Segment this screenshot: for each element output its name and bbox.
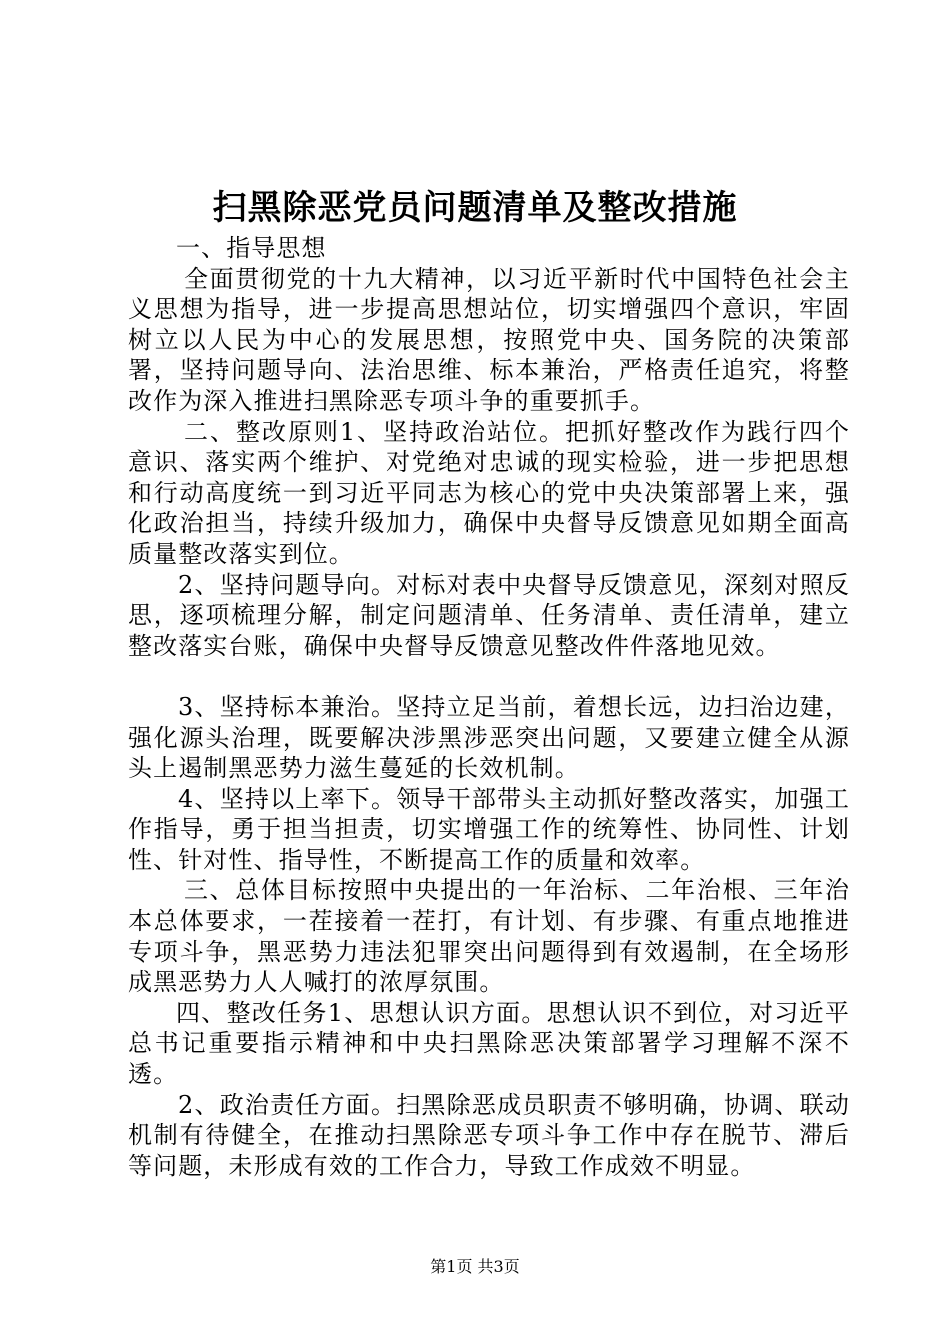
document-body xyxy=(128,233,850,1181)
paragraph-guiding-thought: 全面贯彻党的十九大精神，以习近平新时代中国特色社会主义思想为指导，进一步提高思想站位，切实增强四个意识，牢固树立以人民为中心的发展思想，按照党中央、国务院的决策部署，坚持问题导向、法治思维、标本兼治，严格责任追究，将整改作为深入推进扫黑除恶专项斗争的重要抓手。 xyxy=(128,264,850,415)
paragraph-principle-2: 2、坚持问题导向。对标对表中央督导反馈意见，深刻对照反思，逐项梳理分解，制定问题清单、任务清单、责任清单，建立整改落实台账，确保中央督导反馈意见整改件件落地见效。 xyxy=(128,570,850,660)
page-footer: 第1页 共3页 xyxy=(430,1257,520,1276)
paragraph-principle-4: 4、坚持以上率下。领导干部带头主动抓好整改落实，加强工作指导，勇于担当担责，切实增强工作的统筹性、协同性、计划性、针对性、指导性，不断提高工作的质量和效率。 xyxy=(128,784,850,874)
paragraph-principle-3: 3、坚持标本兼治。坚持立足当前，着想长远，边扫治边建，强化源头治理，既要解决涉黑涉恶突出问题，又要建立健全从源头上遏制黑恶势力滋生蔓延的长效机制。 xyxy=(128,692,850,783)
document-title: 扫黑除恶党员问题清单及整改措施 xyxy=(212,188,738,228)
paragraph-principle-1: 二、整改原则1、坚持政治站位。把抓好整改作为践行四个意识、落实两个维护、对党绝对忠诚的现实检验，进一步把思想和行动高度统一到习近平同志为核心的党中央决策部署上来，强化政治担当，持续升级加力，确保中央督导反馈意见如期全面高质量整改落实到位。 xyxy=(128,417,850,568)
paragraph-guiding-thought-heading: 一、指导思想 xyxy=(176,234,327,262)
paragraph-gap xyxy=(128,661,850,692)
paragraph-task-2: 2、政治责任方面。扫黑除恶成员职责不够明确，协调、联动机制有待健全，在推动扫黑除恶专项斗争工作中存在脱节、滞后等问题，未形成有效的工作合力，导致工作成效不明显。 xyxy=(128,1090,850,1180)
paragraph-overall-goal: 三、总体目标按照中央提出的一年治标、二年治根、三年治本总体要求，一茬接着一茬打，有计划、有步骤、有重点地推进专项斗争，黑恶势力违法犯罪突出问题得到有效遏制，在全场形成黑恶势力人人喊打的浓厚氛围。 xyxy=(128,876,850,997)
paragraph-task-1: 四、整改任务1、思想认识方面。思想认识不到位，对习近平总书记重要指示精神和中央扫黑除恶决策部署学习理解不深不透。 xyxy=(128,998,850,1089)
